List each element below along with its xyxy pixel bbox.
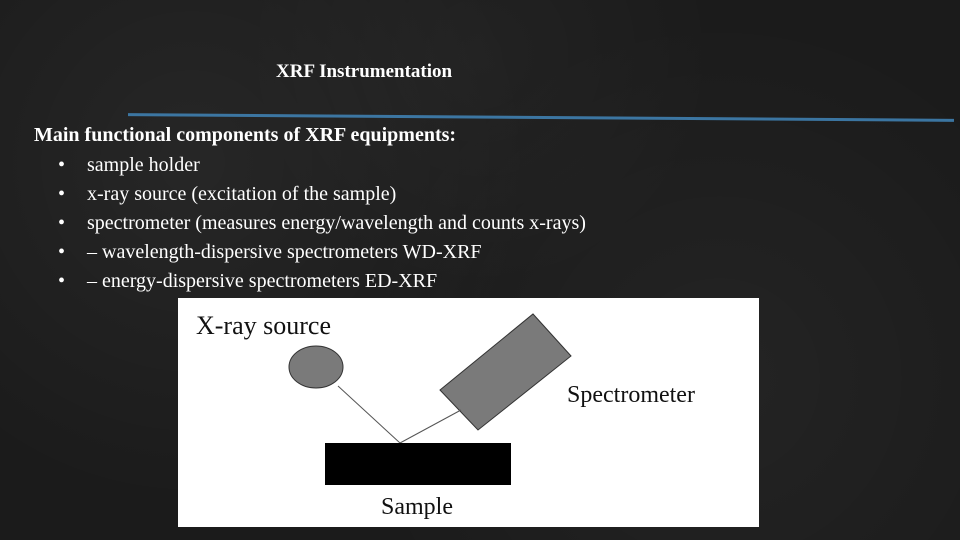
list-item-text: – energy-dispersive spectrometers ED-XRF <box>87 270 438 292</box>
sample-block <box>325 443 511 485</box>
list-item <box>58 267 586 296</box>
bullet-icon: • <box>58 212 66 234</box>
section-heading: Main functional components of XRF equipments: <box>34 124 457 146</box>
list-item-text: sample holder <box>87 154 200 176</box>
list-item-text: spectrometer (measures energy/wavelength and counts x-rays) <box>87 212 586 234</box>
bullet-icon: • <box>58 154 66 176</box>
title-divider <box>128 113 954 122</box>
spectrometer-shape <box>440 314 571 430</box>
bullet-icon: • <box>58 241 66 263</box>
xray-source-label: X-ray source <box>196 311 331 340</box>
spectrometer-label: Spectrometer <box>567 382 695 408</box>
list-item <box>58 151 586 180</box>
list-item-text: – wavelength-dispersive spectrometers WD-XRF <box>87 241 482 263</box>
slide-title: XRF Instrumentation <box>276 61 453 82</box>
incident-beam-line <box>338 386 400 443</box>
component-list <box>58 151 586 296</box>
xrf-diagram-svg <box>178 298 759 527</box>
list-item-text: x-ray source (excitation of the sample) <box>87 183 397 205</box>
list-item <box>58 238 586 267</box>
bullet-icon: • <box>58 183 66 205</box>
emitted-beam-line <box>400 410 461 443</box>
bullet-icon: • <box>58 270 66 292</box>
sample-label: Sample <box>381 494 453 520</box>
list-item <box>58 180 586 209</box>
xray-source-shape <box>289 346 343 388</box>
xrf-diagram <box>178 298 759 527</box>
list-item <box>58 209 586 238</box>
